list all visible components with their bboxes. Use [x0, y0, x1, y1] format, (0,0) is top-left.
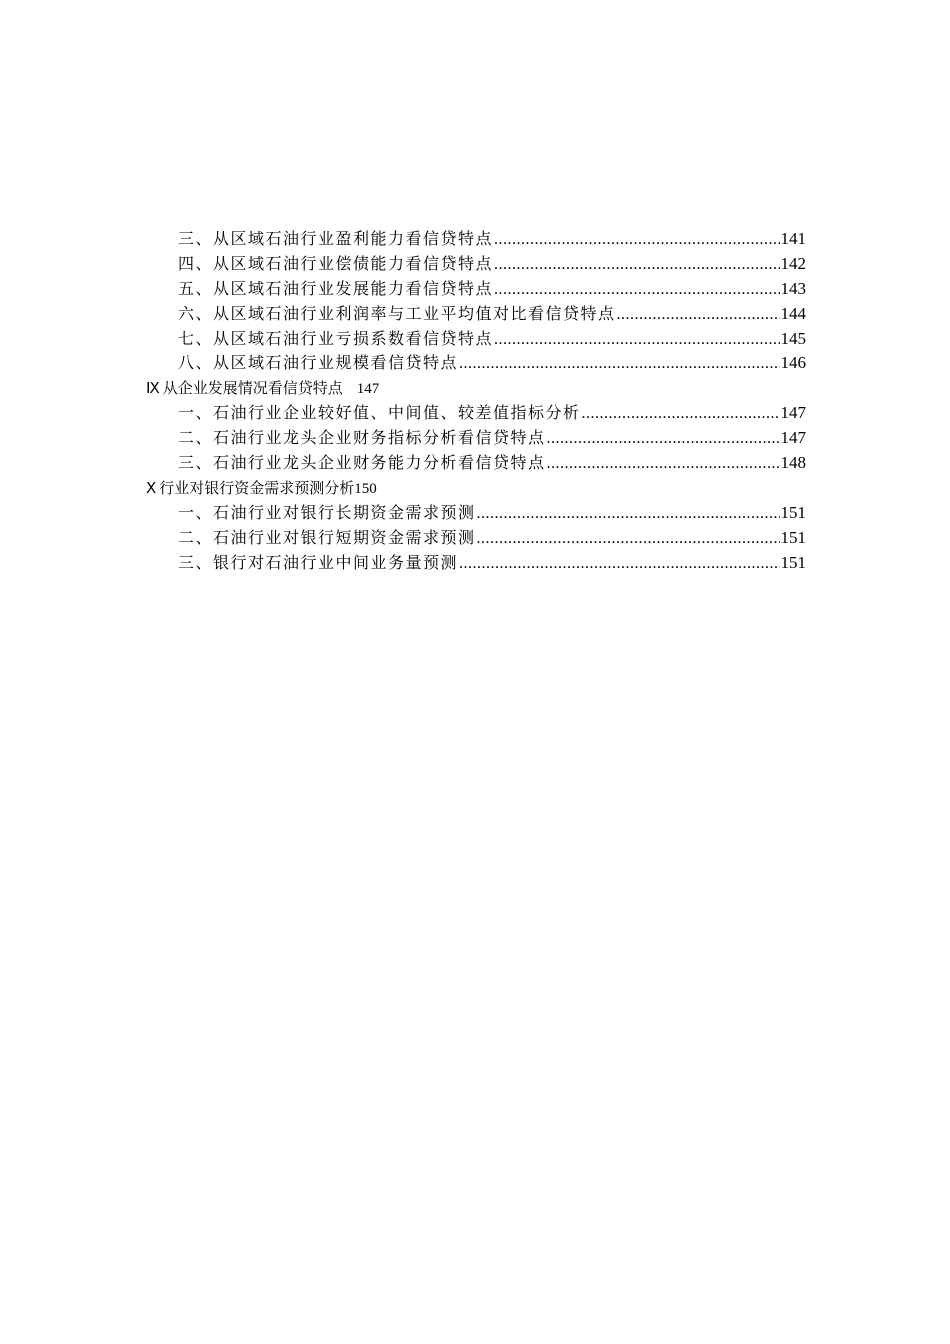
toc-leader-dots — [459, 552, 779, 577]
chapter-numeral: Ⅹ — [146, 479, 157, 497]
toc-entry-label: 六、从区域石油行业利润率与工业平均值对比看信贷特点 — [178, 303, 616, 323]
toc-entry-label: 七、从区域石油行业亏损系数看信贷特点 — [178, 328, 494, 348]
toc-entry-label: 五、从区域石油行业发展能力看信贷特点 — [178, 278, 494, 298]
toc-entry-page: 151 — [780, 527, 806, 547]
toc-leader-dots — [547, 427, 780, 452]
toc-entry-page: 147 — [780, 403, 806, 423]
toc-leader-dots — [494, 253, 779, 278]
toc-leader-dots — [582, 402, 780, 427]
toc-entry[interactable] — [178, 526, 806, 551]
chapter-page: 147 — [356, 381, 380, 398]
table-of-contents — [0, 227, 950, 575]
toc-leader-dots — [494, 328, 779, 353]
toc-leader-dots — [494, 278, 779, 303]
toc-entry-label: 三、银行对石油行业中间业务量预测 — [178, 552, 459, 572]
toc-entry[interactable] — [178, 327, 806, 352]
toc-entry[interactable] — [178, 277, 806, 302]
toc-entry-page: 151 — [780, 502, 806, 522]
toc-entry-page: 144 — [780, 303, 806, 323]
toc-leader-dots — [494, 228, 779, 253]
chapter-title: 行业对银行资金需求预测分析 — [159, 478, 355, 497]
toc-entry-page: 141 — [780, 229, 806, 248]
toc-entry[interactable] — [178, 501, 806, 526]
toc-entry-label: 八、从区域石油行业规模看信贷特点 — [178, 353, 459, 373]
toc-chapter-ix[interactable] — [146, 376, 950, 401]
toc-entry-page: 146 — [780, 353, 806, 373]
toc-entry[interactable] — [178, 451, 806, 476]
toc-entry-label: 一、石油行业企业较好值、中间值、较差值指标分析 — [178, 403, 581, 423]
toc-entry-page: 147 — [780, 428, 806, 448]
toc-entry[interactable] — [178, 401, 806, 426]
chapter-page: 150 — [354, 480, 377, 497]
toc-entry-label: 二、石油行业龙头企业财务指标分析看信贷特点 — [178, 428, 546, 448]
toc-entry-label: 四、从区域石油行业偿债能力看信贷特点 — [178, 253, 494, 273]
toc-entry[interactable] — [178, 351, 806, 376]
toc-entry[interactable] — [178, 227, 806, 252]
toc-entry[interactable] — [178, 252, 806, 277]
toc-leader-dots — [477, 502, 780, 527]
toc-entry[interactable] — [178, 551, 806, 576]
toc-entry-page: 142 — [780, 253, 806, 273]
toc-entry-label: 三、石油行业龙头企业财务能力分析看信贷特点 — [178, 453, 546, 473]
toc-entry-page: 143 — [780, 278, 806, 298]
toc-entry-label: 二、石油行业对银行短期资金需求预测 — [178, 527, 476, 547]
toc-leader-dots — [477, 527, 780, 552]
toc-leader-dots — [617, 303, 780, 328]
toc-chapter-x[interactable] — [146, 476, 950, 501]
toc-entry-label: 一、石油行业对银行长期资金需求预测 — [178, 502, 476, 522]
toc-entry[interactable] — [178, 302, 806, 327]
toc-leader-dots — [459, 352, 779, 377]
toc-entry-page: 145 — [780, 328, 806, 348]
toc-entry-label: 三、从区域石油行业盈利能力看信贷特点 — [178, 229, 494, 248]
toc-entry-page: 151 — [780, 552, 806, 572]
chapter-title: 从企业发展情况看信贷特点 — [162, 379, 343, 398]
toc-entry[interactable] — [178, 426, 806, 451]
toc-entry-page: 148 — [780, 453, 806, 473]
chapter-numeral: Ⅸ — [146, 380, 160, 398]
toc-leader-dots — [547, 452, 780, 477]
